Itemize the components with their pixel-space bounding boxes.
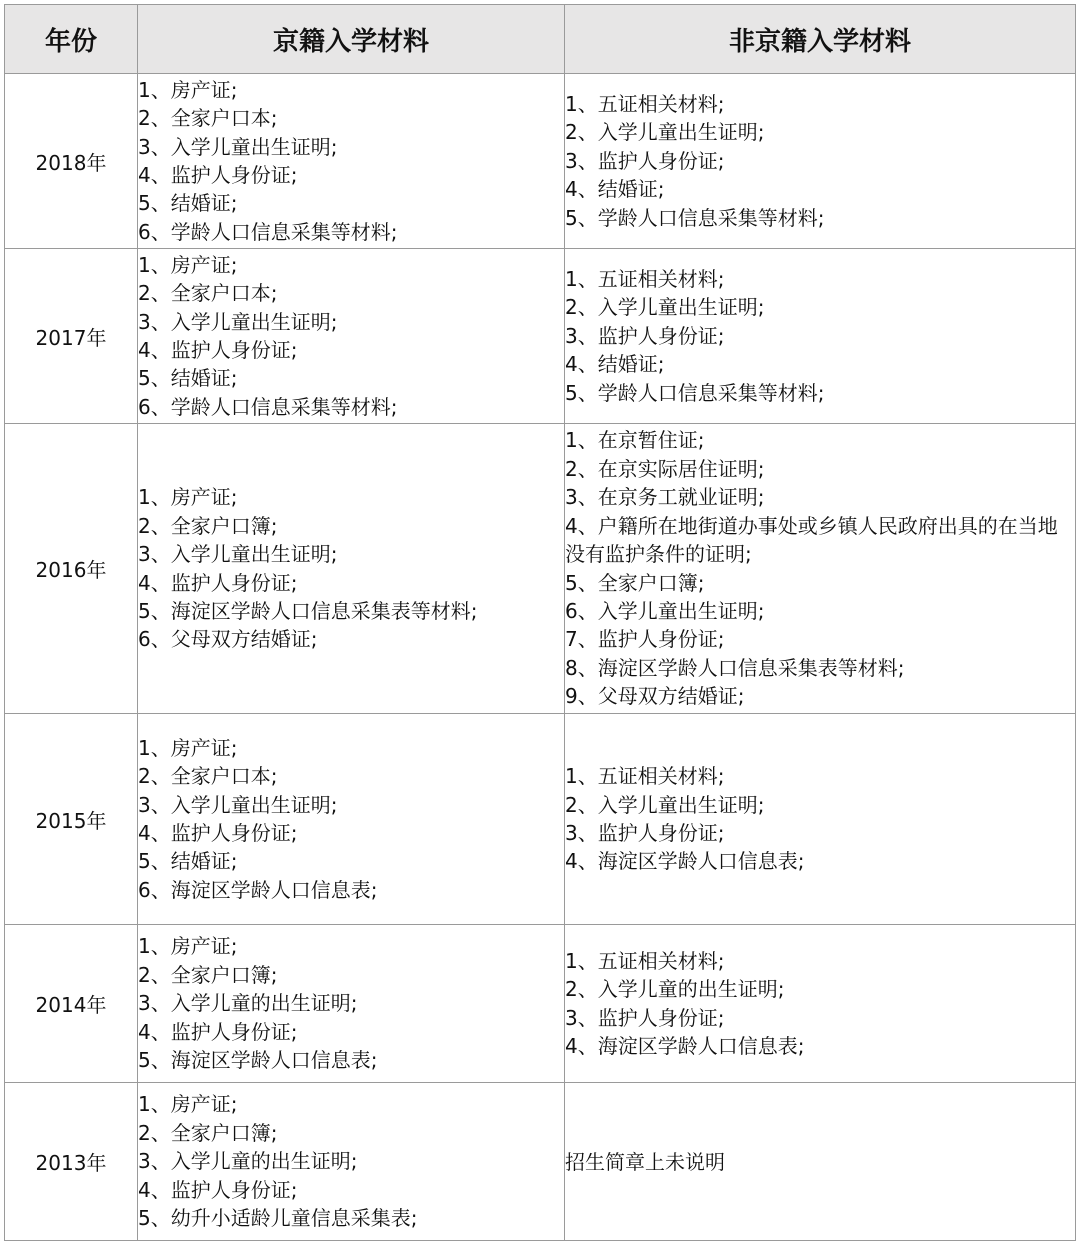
list-item: 2、入学儿童的出生证明; (565, 977, 785, 1002)
header-row (5, 5, 1076, 74)
list-item: 1、房产证; (138, 735, 238, 760)
enrollment-materials-table (4, 4, 1076, 1241)
list-item: 1、房产证; (138, 1092, 238, 1117)
table-row-2017 (5, 249, 1076, 424)
list-item: 1、在京暂住证; (565, 428, 705, 453)
list-item: 3、监护人身份证; (565, 323, 725, 348)
list-item: 5、结婚证; (138, 849, 238, 874)
beijing-materials-cell (138, 424, 565, 714)
beijing-materials-cell (138, 1083, 565, 1241)
list-item: 9、父母双方结婚证; (565, 684, 745, 709)
year-cell: 2017年 (5, 249, 138, 424)
list-item: 1、房产证; (138, 252, 238, 277)
list-item: 5、幼升小适龄儿童信息采集表; (138, 1206, 418, 1231)
non-beijing-materials-cell (565, 74, 1076, 249)
list-item: 4、监护人身份证; (138, 1177, 298, 1202)
list-item: 3、在京务工就业证明; (565, 485, 765, 510)
table-row-2018 (5, 74, 1076, 249)
list-item: 5、海淀区学龄人口信息采集表等材料; (138, 598, 478, 623)
list-item: 3、入学儿童的出生证明; (138, 991, 358, 1016)
list-item: 4、海淀区学龄人口信息表; (565, 1033, 805, 1058)
list-item: 3、入学儿童出生证明; (138, 134, 338, 159)
not-specified-note: 招生简章上未说明 (565, 1149, 725, 1174)
year-cell: 2016年 (5, 424, 138, 714)
non-beijing-materials-cell (565, 249, 1076, 424)
list-item: 2、入学儿童出生证明; (565, 120, 765, 145)
table-row-2016 (5, 424, 1076, 714)
list-item: 5、海淀区学龄人口信息表; (138, 1048, 378, 1073)
list-item: 2、全家户口簿; (138, 513, 278, 538)
list-item: 6、海淀区学龄人口信息表; (138, 877, 378, 902)
non-beijing-materials-cell (565, 1083, 1076, 1241)
list-item: 4、监护人身份证; (138, 570, 298, 595)
list-item: 6、学龄人口信息采集等材料; (138, 219, 398, 244)
list-item: 1、房产证; (138, 77, 238, 102)
header-beijing-materials: 京籍入学材料 (138, 5, 565, 74)
list-item: 5、学龄人口信息采集等材料; (565, 205, 825, 230)
list-item: 7、监护人身份证; (565, 627, 725, 652)
year-cell: 2014年 (5, 925, 138, 1083)
list-item: 4、监护人身份证; (138, 163, 298, 187)
list-item: 1、五证相关材料; (565, 948, 725, 973)
table-row-2014 (5, 925, 1076, 1083)
beijing-materials-cell (138, 714, 565, 925)
list-item: 4、监护人身份证; (138, 338, 298, 362)
non-beijing-materials-cell (565, 925, 1076, 1083)
list-item: 3、入学儿童的出生证明; (138, 1149, 358, 1174)
beijing-materials-cell (138, 249, 565, 424)
list-item: 1、五证相关材料; (565, 764, 725, 789)
list-item: 2、入学儿童出生证明; (565, 792, 765, 817)
table-row-2015 (5, 714, 1076, 925)
list-item: 4、结婚证; (565, 177, 665, 202)
year-cell: 2013年 (5, 1083, 138, 1241)
beijing-materials-cell (138, 925, 565, 1083)
header-non-beijing-materials: 非京籍入学材料 (565, 5, 1076, 74)
list-item: 1、房产证; (138, 934, 238, 959)
table-row-2013 (5, 1083, 1076, 1241)
list-item: 3、入学儿童出生证明; (138, 309, 338, 334)
list-item: 1、五证相关材料; (565, 266, 725, 291)
list-item: 8、海淀区学龄人口信息采集表等材料; (565, 655, 905, 680)
list-item: 2、全家户口簿; (138, 962, 278, 987)
list-item: 4、监护人身份证; (138, 1019, 298, 1044)
list-item: 5、学龄人口信息采集等材料; (565, 380, 825, 405)
list-item: 2、全家户口本; (138, 764, 278, 789)
year-cell: 2015年 (5, 714, 138, 925)
list-item: 3、监护人身份证; (565, 1005, 725, 1030)
list-item: 2、在京实际居住证明; (565, 456, 765, 481)
list-item: 3、入学儿童出生证明; (138, 542, 338, 567)
list-item: 4、海淀区学龄人口信息表; (565, 849, 805, 874)
list-item: 4、结婚证; (565, 352, 665, 377)
list-item: 6、学龄人口信息采集等材料; (138, 394, 398, 419)
list-item: 2、全家户口簿; (138, 1120, 278, 1145)
list-item: 4、户籍所在地街道办事处或乡镇人民政府出具的在当地没有监护条件的证明; (565, 513, 1058, 567)
list-item: 2、全家户口本; (138, 281, 278, 306)
beijing-materials-cell (138, 74, 565, 249)
list-item: 3、入学儿童出生证明; (138, 792, 338, 817)
list-item: 6、父母双方结婚证; (138, 627, 318, 652)
list-item: 1、房产证; (138, 485, 238, 510)
list-item: 1、五证相关材料; (565, 91, 725, 116)
list-item: 3、监护人身份证; (565, 148, 725, 173)
list-item: 3、监护人身份证; (565, 821, 725, 845)
non-beijing-materials-cell (565, 424, 1076, 714)
non-beijing-materials-cell (565, 714, 1076, 925)
list-item: 5、结婚证; (138, 191, 238, 216)
list-item: 4、监护人身份证; (138, 821, 298, 845)
header-year: 年份 (5, 5, 138, 74)
list-item: 5、结婚证; (138, 366, 238, 391)
list-item: 2、入学儿童出生证明; (565, 295, 765, 320)
year-cell: 2018年 (5, 74, 138, 249)
list-item: 5、全家户口簿; (565, 570, 705, 595)
list-item: 6、入学儿童出生证明; (565, 598, 765, 623)
list-item: 2、全家户口本; (138, 106, 278, 131)
